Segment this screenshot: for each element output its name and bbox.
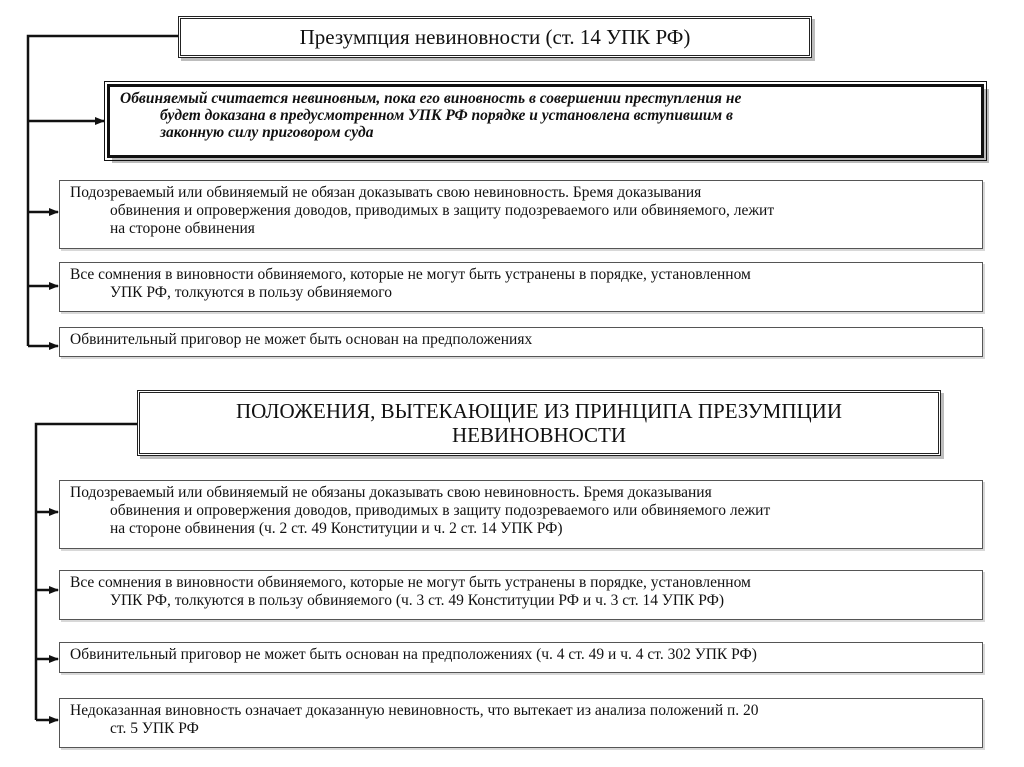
section2-title-line-1: ПОЛОЖЕНИЯ, ВЫТЕКАЮЩИЕ ИЗ ПРИНЦИПА ПРЕЗУМПЦИИ <box>236 399 842 423</box>
item-line: Подозреваемый или обвиняемый не обязаны доказывать свою невиновность. Бремя доказывания <box>70 484 712 501</box>
section1-item-3 <box>59 327 983 357</box>
item-line: на стороне обвинения <box>110 220 255 237</box>
item-line: Подозреваемый или обвиняемый не обязан доказывать свою невиновность. Бремя доказывания <box>70 184 702 201</box>
item-line: УПК РФ, толкуются в пользу обвиняемого <box>110 284 392 301</box>
definition-line-3: законную силу приговором суда <box>160 124 374 141</box>
section1-title-box <box>178 16 812 58</box>
section2-item-3 <box>59 642 983 673</box>
section1-item-1 <box>59 180 983 249</box>
section2-item-1 <box>59 480 983 549</box>
item-line: УПК РФ, толкуются в пользу обвиняемого (ч. 3 ст. 49 Конституции РФ и ч. 3 ст. 14 УПК РФ) <box>110 592 724 609</box>
item-line: Все сомнения в виновности обвиняемого, которые не могут быть устранены в порядке, установленном <box>70 266 751 283</box>
item-line: Обвинительный приговор не может быть основан на предположениях (ч. 4 ст. 49 и ч. 4 ст. 302 УПК РФ) <box>70 646 757 663</box>
item-line: обвинения и опровержения доводов, приводимых в защиту подозреваемого или обвиняемого, лежит <box>110 202 775 219</box>
item-line: обвинения и опровержения доводов, приводимых в защиту подозреваемого или обвиняемого лежит <box>110 502 771 519</box>
item-line: Недоказанная виновность означает доказанную невиновность, что вытекает из анализа положений п. 20 <box>70 702 759 719</box>
section1-item-2 <box>59 262 983 312</box>
definition-line-1: Обвиняемый считается невиновным, пока его виновность в совершении преступления не <box>120 90 742 107</box>
section2-title-line-2: НЕВИНОВНОСТИ <box>451 423 627 447</box>
definition-line-2: будет доказана в предусмотренном УПК РФ порядке и установлена вступившим в <box>160 107 733 124</box>
section1-title: Презумпция невиновности (ст. 14 УПК РФ) <box>299 25 691 49</box>
section2-title-box <box>137 390 941 456</box>
section2-item-2 <box>59 570 983 620</box>
item-line: ст. 5 УПК РФ <box>110 720 199 737</box>
item-line: на стороне обвинения (ч. 2 ст. 49 Конституции и ч. 2 ст. 14 УПК РФ) <box>110 520 563 537</box>
item-line: Обвинительный приговор не может быть основан на предположениях <box>70 331 533 348</box>
item-line: Все сомнения в виновности обвиняемого, которые не могут быть устранены в порядке, установленном <box>70 574 751 591</box>
section2-item-4 <box>59 698 983 748</box>
section1-definition-box <box>107 84 984 158</box>
